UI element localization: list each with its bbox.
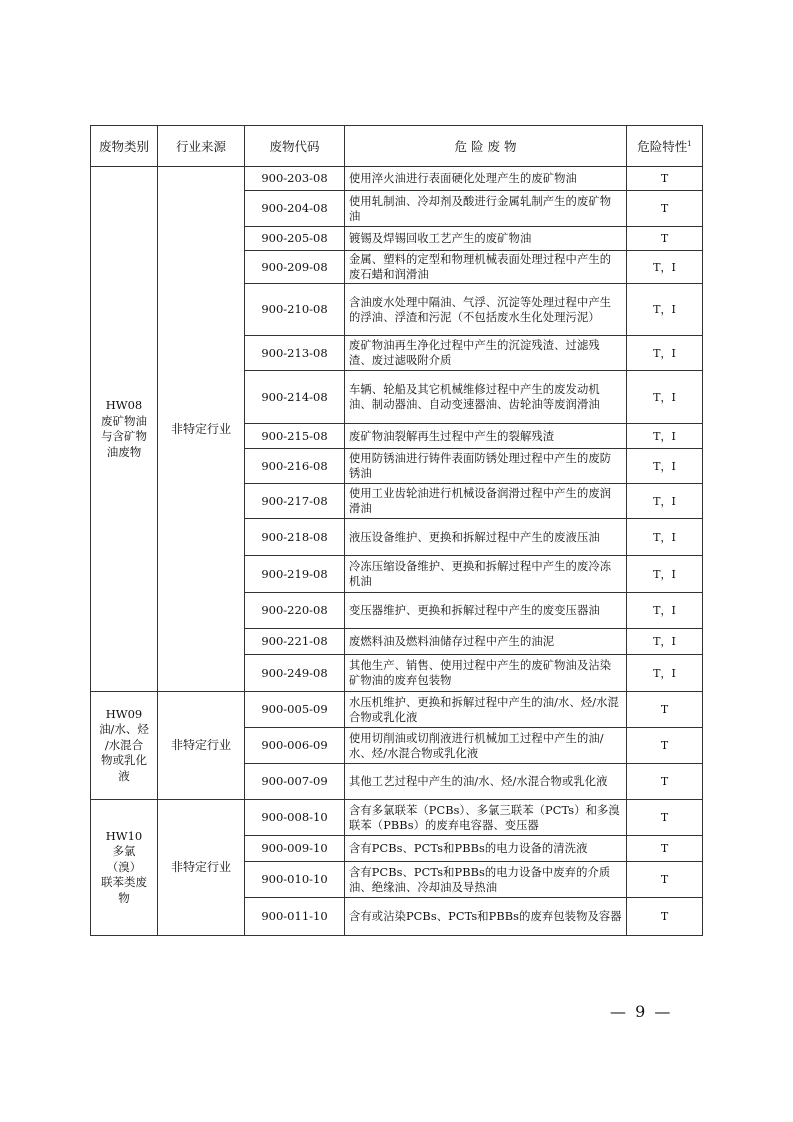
code-cell: 900-006-09: [245, 728, 345, 764]
table-row: [91, 167, 703, 191]
waste-description-cell: 水压机维护、更换和拆解过程中产生的油/水、烃/水混合物或乳化液: [345, 692, 627, 728]
header-row: [91, 126, 703, 167]
code-cell: 900-221-08: [245, 629, 345, 655]
property-cell: T，I: [627, 593, 703, 629]
waste-description-cell: 使用淬火油进行表面硬化处理产生的废矿物油: [345, 167, 627, 191]
waste-description-cell: 含有PCBs、PCTs和PBBs的电力设备中废弃的介质油、绝缘油、冷却油及导热油: [345, 862, 627, 898]
source-cell: 非特定行业: [158, 167, 245, 692]
property-cell: T: [627, 692, 703, 728]
property-cell: T，I: [627, 449, 703, 484]
table-row: [91, 692, 703, 728]
header-property-label: 危险特性: [637, 139, 688, 155]
property-cell: T，I: [627, 371, 703, 424]
waste-description-cell: 变压器维护、更换和拆解过程中产生的废变压器油: [345, 593, 627, 629]
waste-description-cell: 使用切削油或切削液进行机械加工过程中产生的油/水、烃/水混合物或乳化液: [345, 728, 627, 764]
waste-description-cell: 车辆、轮船及其它机械维修过程中产生的废发动机油、制动器油、自动变速器油、齿轮油等废润滑油: [345, 371, 627, 424]
source-cell: 非特定行业: [158, 692, 245, 800]
hazardous-waste-table-container: [90, 125, 702, 936]
property-cell: T: [627, 898, 703, 936]
hazardous-waste-table: [90, 125, 703, 936]
waste-description-cell: 其他工艺过程中产生的油/水、烃/水混合物或乳化液: [345, 764, 627, 800]
waste-description-cell: 使用轧制油、冷却剂及酸进行金属轧制产生的废矿物油: [345, 191, 627, 227]
waste-description-cell: 含有多氯联苯（PCBs）、多氯三联苯（PCTs）和多溴联苯（PBBs）的废弃电容器、变压器: [345, 800, 627, 836]
header-property-footnote: 1: [687, 140, 692, 149]
waste-description-cell: 使用防锈油进行铸件表面防锈处理过程中产生的废防锈油: [345, 449, 627, 484]
property-cell: T: [627, 728, 703, 764]
code-cell: 900-209-08: [245, 251, 345, 284]
property-cell: T: [627, 167, 703, 191]
property-cell: T: [627, 227, 703, 251]
code-cell: 900-009-10: [245, 836, 345, 862]
property-cell: T，I: [627, 424, 703, 449]
source-cell: 非特定行业: [158, 800, 245, 936]
waste-description-cell: 废矿物油裂解再生过程中产生的裂解残渣: [345, 424, 627, 449]
code-cell: 900-010-10: [245, 862, 345, 898]
header-code: 废物代码: [245, 126, 345, 167]
waste-description-cell: 含油废水处理中隔油、气浮、沉淀等处理过程中产生的浮油、浮渣和污泥（不包括废水生化处理污泥）: [345, 284, 627, 336]
waste-description-cell: 其他生产、销售、使用过程中产生的废矿物油及沾染矿物油的废弃包装物: [345, 655, 627, 692]
header-property: [627, 126, 703, 167]
property-cell: T，I: [627, 655, 703, 692]
waste-description-cell: 镀锡及焊锡回收工艺产生的废矿物油: [345, 227, 627, 251]
code-cell: 900-216-08: [245, 449, 345, 484]
table-row: [91, 800, 703, 836]
property-cell: T: [627, 191, 703, 227]
category-cell: HW08 废矿物油 与含矿物 油废物: [91, 167, 158, 692]
code-cell: 900-219-08: [245, 556, 345, 593]
code-cell: 900-205-08: [245, 227, 345, 251]
property-cell: T，I: [627, 519, 703, 556]
code-cell: 900-008-10: [245, 800, 345, 836]
waste-description-cell: 冷冻压缩设备维护、更换和拆解过程中产生的废冷冻机油: [345, 556, 627, 593]
code-cell: 900-005-09: [245, 692, 345, 728]
code-cell: 900-220-08: [245, 593, 345, 629]
waste-description-cell: 使用工业齿轮油进行机械设备润滑过程中产生的废润滑油: [345, 484, 627, 519]
waste-description-cell: 废燃料油及燃料油储存过程中产生的油泥: [345, 629, 627, 655]
header-category: 废物类别: [91, 126, 158, 167]
waste-description-cell: 金属、塑料的定型和物理机械表面处理过程中产生的废石蜡和润滑油: [345, 251, 627, 284]
code-cell: 900-249-08: [245, 655, 345, 692]
code-cell: 900-007-09: [245, 764, 345, 800]
waste-description-cell: 废矿物油再生净化过程中产生的沉淀残渣、过滤残渣、废过滤吸附介质: [345, 336, 627, 371]
property-cell: T: [627, 764, 703, 800]
property-cell: T: [627, 800, 703, 836]
code-cell: 900-217-08: [245, 484, 345, 519]
property-cell: T，I: [627, 251, 703, 284]
code-cell: 900-210-08: [245, 284, 345, 336]
property-cell: T: [627, 862, 703, 898]
property-cell: T: [627, 836, 703, 862]
code-cell: 900-213-08: [245, 336, 345, 371]
property-cell: T，I: [627, 484, 703, 519]
header-source: 行业来源: [158, 126, 245, 167]
code-cell: 900-204-08: [245, 191, 345, 227]
property-cell: T，I: [627, 284, 703, 336]
header-waste: 危 险 废 物: [345, 126, 627, 167]
code-cell: 900-215-08: [245, 424, 345, 449]
waste-description-cell: 含有或沾染PCBs、PCTs和PBBs的废弃包装物及容器: [345, 898, 627, 936]
property-cell: T，I: [627, 629, 703, 655]
code-cell: 900-011-10: [245, 898, 345, 936]
code-cell: 900-203-08: [245, 167, 345, 191]
table-body: [91, 167, 703, 936]
code-cell: 900-218-08: [245, 519, 345, 556]
page-number: — 9 —: [610, 1002, 673, 1021]
category-cell: HW10 多氯（溴） 联苯类废 物: [91, 800, 158, 936]
property-cell: T，I: [627, 336, 703, 371]
code-cell: 900-214-08: [245, 371, 345, 424]
waste-description-cell: 含有PCBs、PCTs和PBBs的电力设备的清洗液: [345, 836, 627, 862]
property-cell: T，I: [627, 556, 703, 593]
category-cell: HW09 油/水、烃 /水混合 物或乳化 液: [91, 692, 158, 800]
waste-description-cell: 液压设备维护、更换和拆解过程中产生的废液压油: [345, 519, 627, 556]
